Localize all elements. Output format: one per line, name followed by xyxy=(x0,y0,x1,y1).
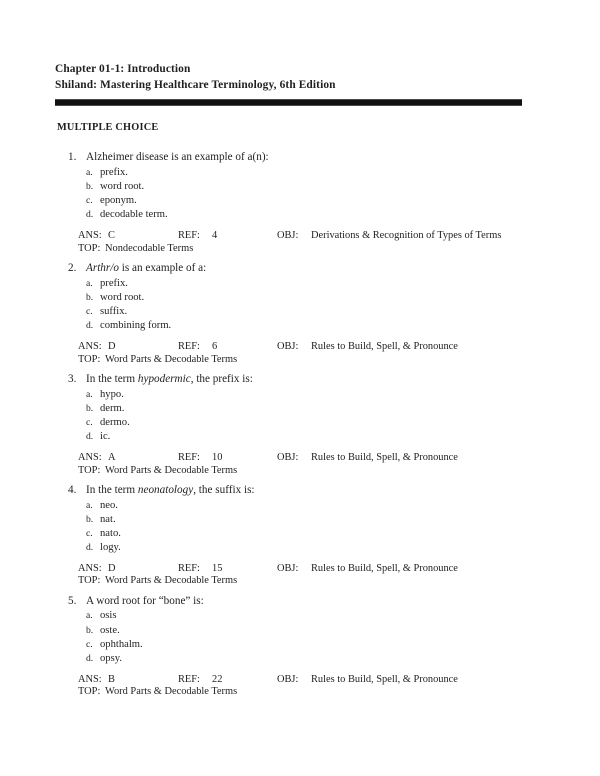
answer-option-letter: c. xyxy=(86,305,93,317)
answer-option[interactable] xyxy=(0,305,600,319)
question-stem-term: hypodermic xyxy=(137,372,191,385)
answer-option-letter: a. xyxy=(86,277,93,289)
objective-label: OBJ: xyxy=(277,673,299,685)
objective-label: OBJ: xyxy=(277,451,299,463)
question-stem-suffix: is an example of a: xyxy=(118,261,207,274)
answer-option[interactable] xyxy=(0,624,600,638)
answer-option-text: logy. xyxy=(100,541,121,553)
topic-value: Word Parts & Decodable Terms xyxy=(105,575,238,587)
objective-label: OBJ: xyxy=(277,562,299,574)
answer-option-letter: b. xyxy=(86,291,94,303)
reference-label: REF: xyxy=(178,562,200,574)
question-block xyxy=(0,372,600,477)
question-block xyxy=(0,483,600,588)
question-stem-text: Alzheimer disease is an example of a(n): xyxy=(86,151,269,163)
answer-option-letter: b. xyxy=(86,513,94,525)
answer-option-text: nat. xyxy=(100,513,116,525)
answer-value: C xyxy=(108,229,115,241)
reference-value: 15 xyxy=(212,562,223,574)
answer-label: ANS: xyxy=(78,229,102,241)
metadata-row-topic xyxy=(0,243,600,256)
question-block xyxy=(0,594,600,699)
answer-option[interactable] xyxy=(0,499,600,513)
answer-label: ANS: xyxy=(78,340,102,352)
reference-label: REF: xyxy=(178,673,200,685)
reference-value: 6 xyxy=(212,340,218,352)
answer-option-text: decodable term. xyxy=(100,208,168,220)
answer-option-text: prefix. xyxy=(100,166,128,178)
answer-option[interactable] xyxy=(0,402,600,416)
answer-option[interactable] xyxy=(0,638,600,652)
answer-option[interactable] xyxy=(0,513,600,527)
answer-option-letter: b. xyxy=(86,624,94,636)
topic-value: Word Parts & Decodable Terms xyxy=(105,353,238,365)
answer-option-text: derm. xyxy=(100,402,125,414)
objective-value: Rules to Build, Spell, & Pronounce xyxy=(311,673,458,685)
answer-option-text: combining form. xyxy=(100,319,172,331)
answer-option-text: word root. xyxy=(100,180,145,192)
reference-value: 22 xyxy=(212,673,223,685)
answer-label: ANS: xyxy=(78,562,102,574)
question-stem xyxy=(0,372,600,387)
answer-option-letter: d. xyxy=(86,319,94,331)
answer-option[interactable] xyxy=(0,166,600,180)
answer-option-text: hypo. xyxy=(100,388,124,400)
metadata-row-topic xyxy=(0,354,600,367)
metadata-row-primary xyxy=(0,563,600,576)
document-header xyxy=(55,62,525,93)
question-metadata xyxy=(0,230,600,255)
question-metadata xyxy=(0,452,600,477)
header-book-title: Shiland: Mastering Healthcare Terminology, 6th Edition xyxy=(55,78,336,91)
question-stem-term: Arthr/o xyxy=(86,261,119,274)
answer-option-text: opsy. xyxy=(100,652,122,664)
objective-label: OBJ: xyxy=(277,340,299,352)
objective-value: Rules to Build, Spell, & Pronounce xyxy=(311,340,458,352)
topic-label: TOP: xyxy=(78,575,101,587)
answer-option-list xyxy=(0,388,600,444)
answer-option-text: nato. xyxy=(100,527,121,539)
answer-option-letter: b. xyxy=(86,180,94,192)
metadata-row-topic xyxy=(0,465,600,478)
metadata-row-topic xyxy=(0,575,600,588)
objective-label: OBJ: xyxy=(277,229,299,241)
answer-option[interactable] xyxy=(0,291,600,305)
answer-option-text: neo. xyxy=(100,499,118,511)
header-divider-rule xyxy=(55,99,522,106)
answer-value: A xyxy=(108,451,116,463)
metadata-row-primary xyxy=(0,452,600,465)
question-list xyxy=(0,150,600,705)
question-number: 5. xyxy=(68,594,77,607)
answer-option-text: ophthalm. xyxy=(100,638,143,650)
topic-value: Word Parts & Decodable Terms xyxy=(105,686,238,698)
answer-option-letter: c. xyxy=(86,527,93,539)
answer-option[interactable] xyxy=(0,527,600,541)
answer-value: B xyxy=(108,673,115,685)
question-stem-suffix: , the suffix is: xyxy=(193,483,255,496)
question-stem-term: neonatology xyxy=(137,483,194,496)
answer-option-list xyxy=(0,499,600,555)
answer-option[interactable] xyxy=(0,609,600,623)
answer-option-letter: c. xyxy=(86,194,93,206)
answer-option-letter: b. xyxy=(86,402,94,414)
question-metadata xyxy=(0,341,600,366)
topic-label: TOP: xyxy=(78,464,101,476)
answer-option-text: osis xyxy=(100,610,117,622)
answer-label: ANS: xyxy=(78,451,102,463)
question-stem-text: In the term xyxy=(86,372,138,385)
answer-option-list xyxy=(0,609,600,665)
answer-option[interactable] xyxy=(0,194,600,208)
objective-value: Derivations & Recognition of Types of Terms xyxy=(311,229,502,241)
answer-option[interactable] xyxy=(0,430,600,444)
question-stem-suffix: , the prefix is: xyxy=(190,372,253,385)
question-number: 1. xyxy=(68,151,77,163)
metadata-row-topic xyxy=(0,686,600,699)
question-block xyxy=(0,261,600,366)
answer-option[interactable] xyxy=(0,208,600,222)
section-heading-multiple-choice: MULTIPLE CHOICE xyxy=(57,122,159,133)
answer-label: ANS: xyxy=(78,673,102,685)
answer-option-letter: d. xyxy=(86,652,94,664)
answer-option-letter: a. xyxy=(86,499,93,511)
answer-option[interactable] xyxy=(0,180,600,194)
topic-value: Nondecodable Terms xyxy=(105,242,194,254)
answer-option-list xyxy=(0,166,600,222)
metadata-row-primary xyxy=(0,230,600,243)
question-stem-text: In the term xyxy=(86,483,138,496)
answer-option-text: suffix. xyxy=(100,305,128,317)
topic-value: Word Parts & Decodable Terms xyxy=(105,464,238,476)
reference-label: REF: xyxy=(178,451,200,463)
answer-value: D xyxy=(108,562,116,574)
answer-option[interactable] xyxy=(0,319,600,333)
answer-option-letter: d. xyxy=(86,541,94,553)
question-stem-text: A word root for “bone” is: xyxy=(86,594,204,607)
answer-option-letter: a. xyxy=(86,610,93,622)
answer-option-text: word root. xyxy=(100,291,145,303)
objective-value: Rules to Build, Spell, & Pronounce xyxy=(311,562,458,574)
answer-option-text: dermo. xyxy=(100,416,130,428)
answer-option[interactable] xyxy=(0,541,600,555)
topic-label: TOP: xyxy=(78,686,101,698)
answer-option-text: ic. xyxy=(100,430,111,442)
header-chapter-title: Chapter 01-1: Introduction xyxy=(55,63,191,75)
question-stem xyxy=(0,261,600,276)
answer-option-letter: d. xyxy=(86,430,94,442)
answer-option-letter: a. xyxy=(86,388,93,400)
answer-option-text: oste. xyxy=(100,624,120,636)
answer-option[interactable] xyxy=(0,416,600,430)
topic-label: TOP: xyxy=(78,353,101,365)
objective-value: Rules to Build, Spell, & Pronounce xyxy=(311,451,458,463)
question-stem xyxy=(0,150,600,165)
question-number: 3. xyxy=(68,372,77,385)
answer-option[interactable] xyxy=(0,652,600,666)
reference-value: 4 xyxy=(212,229,218,241)
answer-option-list xyxy=(0,277,600,333)
question-stem xyxy=(0,483,600,498)
question-metadata xyxy=(0,563,600,588)
answer-option-letter: c. xyxy=(86,416,93,428)
metadata-row-primary xyxy=(0,341,600,354)
reference-label: REF: xyxy=(178,229,200,241)
question-number: 2. xyxy=(68,261,77,274)
answer-option[interactable] xyxy=(0,277,600,291)
question-block xyxy=(0,150,600,255)
reference-value: 10 xyxy=(212,451,223,463)
question-metadata xyxy=(0,674,600,699)
answer-option-text: eponym. xyxy=(100,194,137,206)
answer-option[interactable] xyxy=(0,388,600,402)
answer-value: D xyxy=(108,340,116,352)
question-stem xyxy=(0,594,600,609)
topic-label: TOP: xyxy=(78,242,101,254)
reference-label: REF: xyxy=(178,340,200,352)
answer-option-letter: d. xyxy=(86,208,94,220)
answer-option-letter: c. xyxy=(86,638,93,650)
question-number: 4. xyxy=(68,483,77,496)
metadata-row-primary xyxy=(0,674,600,687)
answer-option-text: prefix. xyxy=(100,277,128,289)
answer-option-letter: a. xyxy=(86,166,93,178)
